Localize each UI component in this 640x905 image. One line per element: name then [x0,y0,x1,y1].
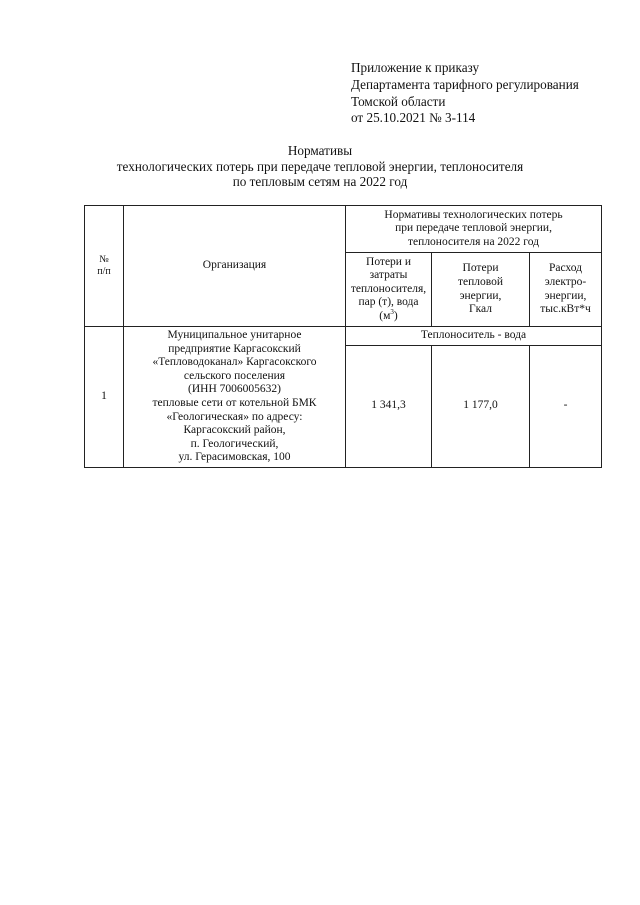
header-losses-close: ) [393,309,398,322]
header-losses [346,253,432,327]
header-power: Расход электро- энергии, тыс.кВт*ч [530,253,602,327]
row-organization: Муниципальное унитарное предприятие Каргасокский «Тепловодоканал» Каргасокского сельского поселения (ИНН 7006005632) тепловые сети от котельной БМК «Геологическая» по адресу: Каргасокский район, п. Геологический, ул. Герасимовская, 100 [124,327,346,468]
row-power-value: - [530,345,602,467]
appendix-block [351,60,611,127]
row-number: 1 [85,327,124,468]
title-line: технологических потерь при передаче тепловой энергии, теплоносителя [116,158,524,174]
header-number [85,206,124,327]
document-title [0,143,640,190]
header-number-abbr: п/п [97,266,111,277]
header-row [85,206,602,253]
carrier-label: Теплоноситель - вода [346,327,602,346]
norms-table [84,205,602,468]
title-line: Нормативы [287,143,353,158]
appendix-line: Томской области [351,93,446,109]
header-losses-superscript: 3 [390,308,394,317]
row-heat-value: 1 177,0 [432,345,530,467]
header-norms-group: Нормативы технологических потерь при передаче тепловой энергии, теплоносителя на 2022 год [346,206,602,253]
appendix-line: Департамента тарифного регулирования [351,76,579,92]
title-line: по тепловым сетям на 2022 год [232,174,408,190]
header-organization: Организация [124,206,346,327]
appendix-line: Приложение к приказу [351,60,480,75]
header-heat-losses: Потери тепловой энергии, Гкал [432,253,530,327]
row-losses-value: 1 341,3 [346,345,432,467]
header-number-symbol: № [99,254,109,265]
carrier-row [85,327,602,346]
appendix-line: от 25.10.2021 № 3-114 [351,110,476,126]
header-losses-text: Потери и затраты теплоносителя, пар (т), вода (м [350,255,427,322]
